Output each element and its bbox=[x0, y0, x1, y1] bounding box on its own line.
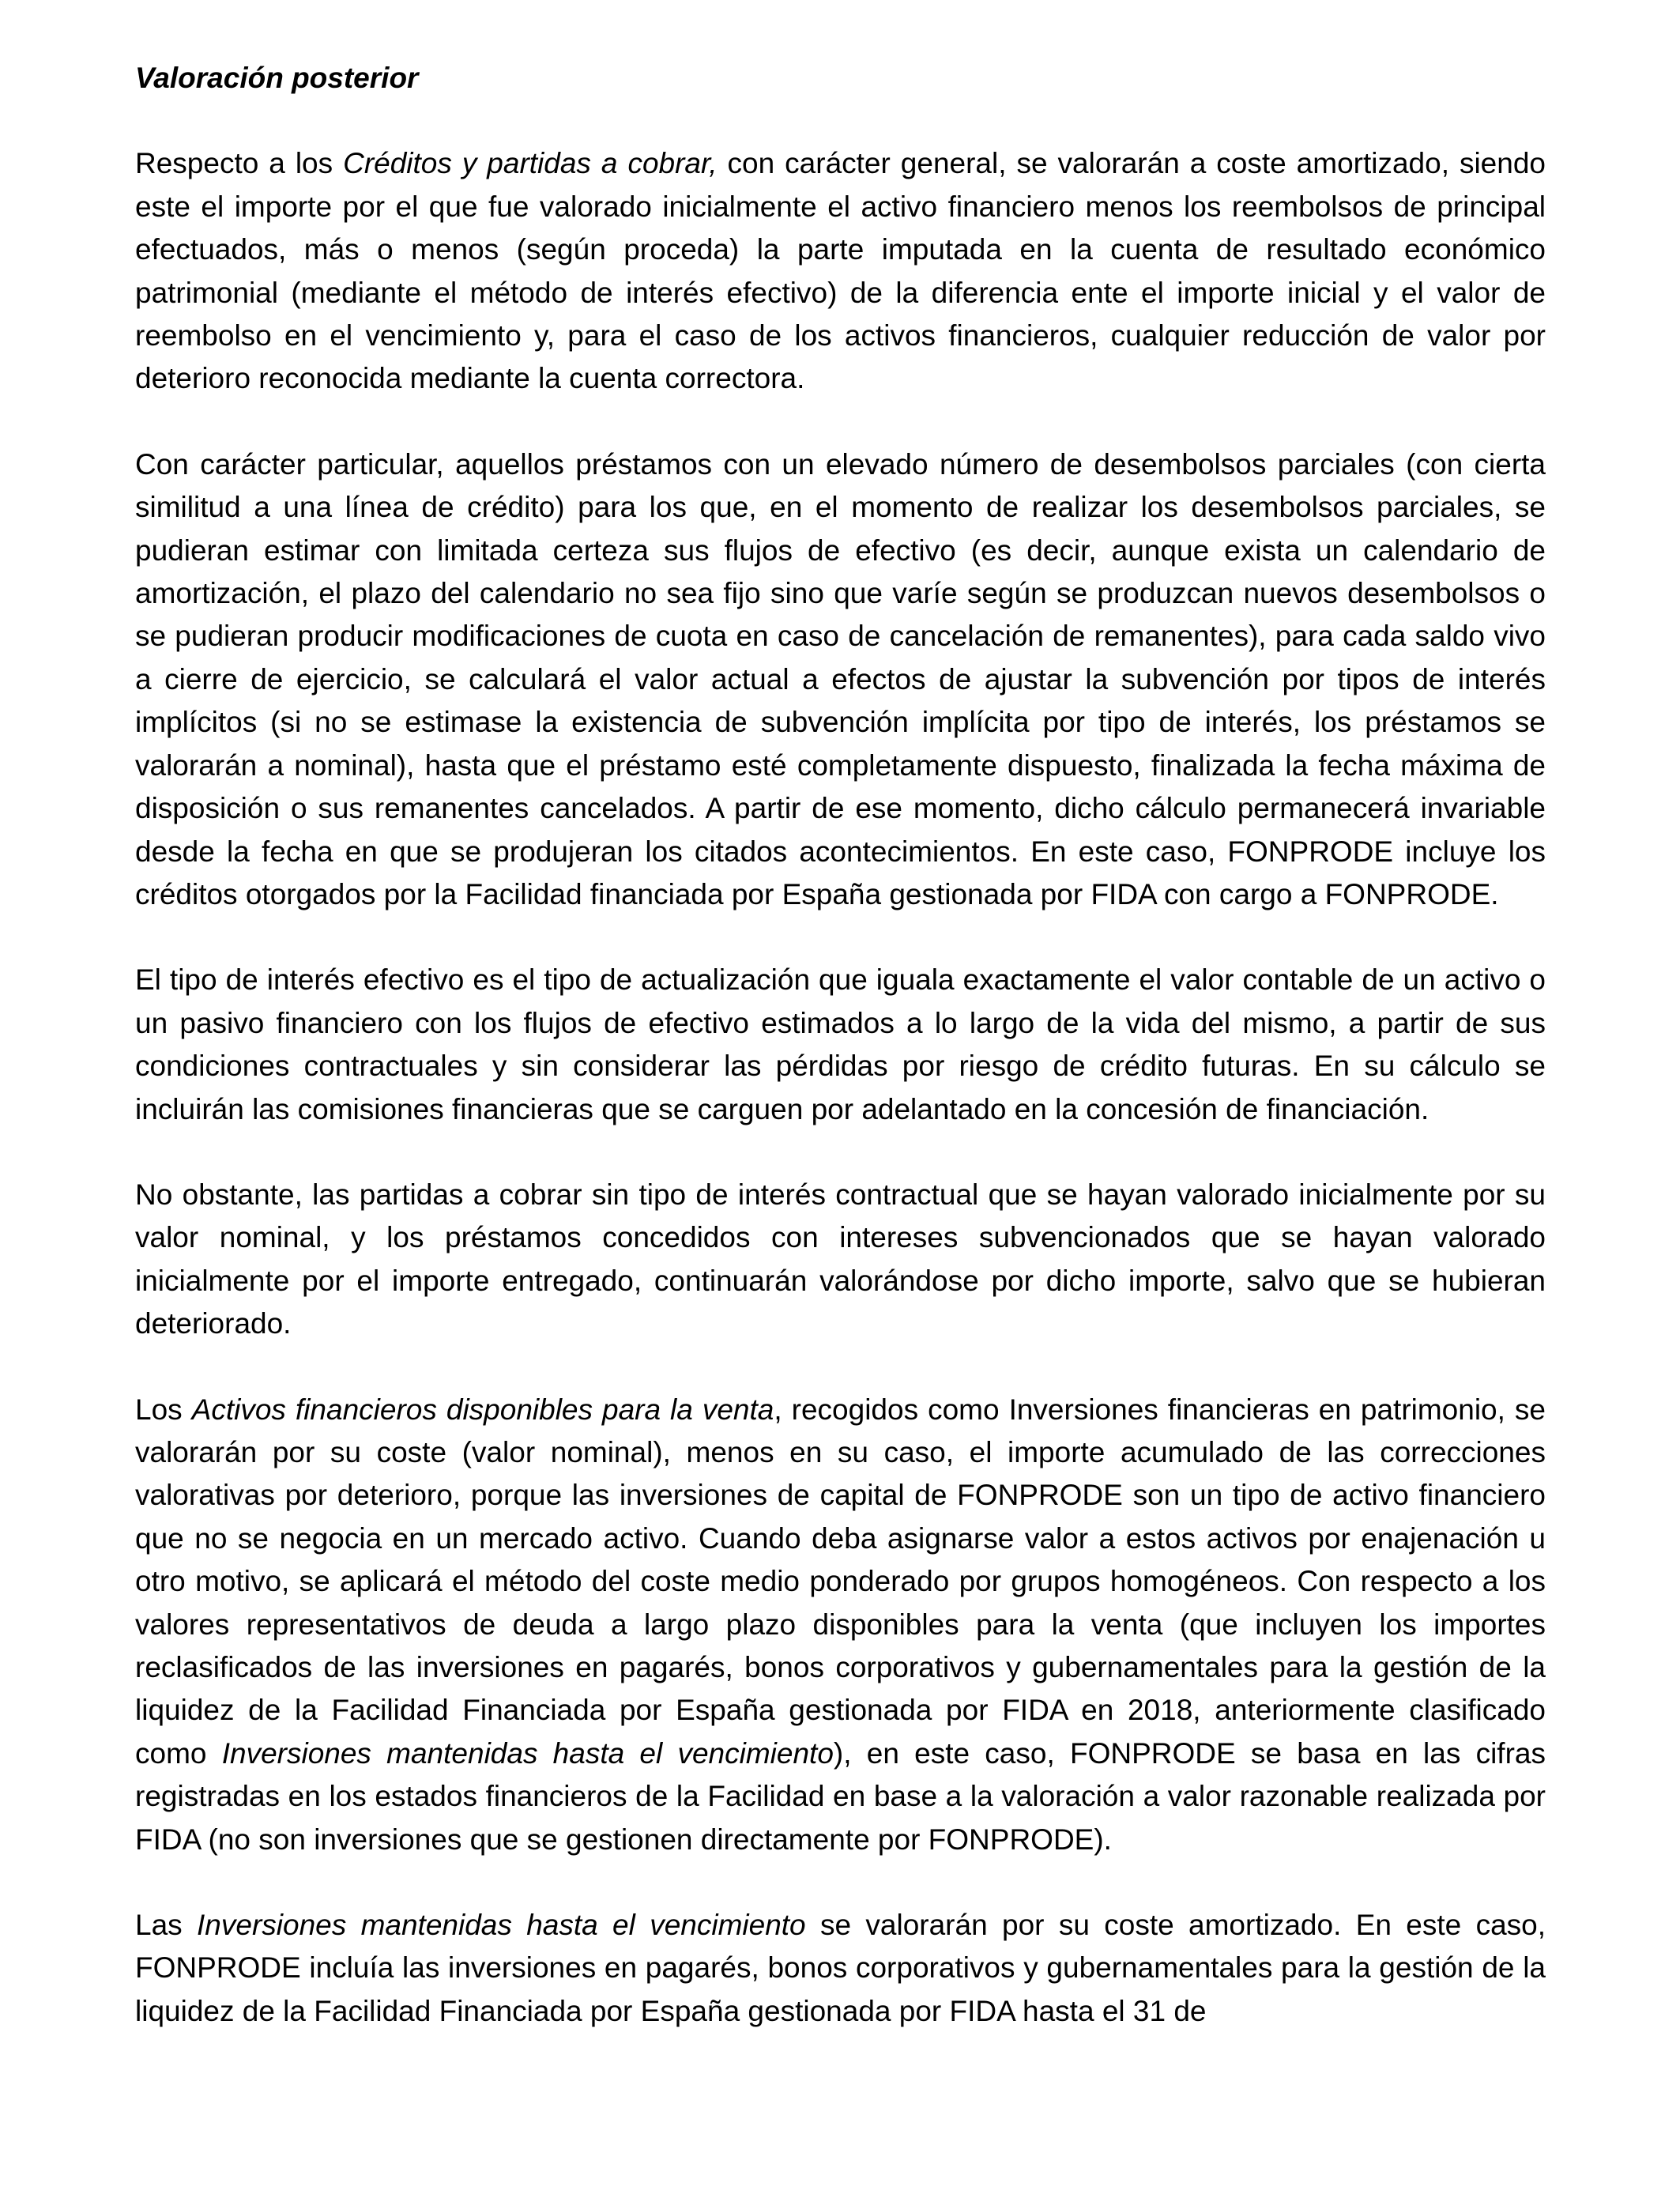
text-segment: con carácter general, se valorarán a coste amortizado, siendo este el importe por el que fue valorado inicialmente el activo financiero menos los reembolsos de principal efectuados, más o menos (según proceda) la parte imputada en la cuenta de resultado económico patrimonial (mediante el método de interés efectivo) de la diferencia ente el importe inicial y el valor de reembolso en el vencimiento y, para el caso de los activos financieros, cualquier reducción de valor por deterioro reconocida mediante la cuenta correctora. bbox=[135, 147, 1546, 395]
text-segment: Con carácter particular, aquellos préstamos con un elevado número de desembolsos parciales (con cierta similitud a una línea de crédito) para los que, en el momento de realizar los desembolsos parciales, se pudieran estimar con limitada certeza sus flujos de efectivo (es decir, aunque exista un calendario de amortización, el plazo del calendario no sea fijo sino que varíe según se produzcan nuevos desembolsos o se pudieran producir modificaciones de cuota en caso de cancelación de remanentes), para cada saldo vivo a cierre de ejercicio, se calculará el valor actual a efectos de ajustar la subvención por tipos de interés implícitos (si no se estimase la existencia de subvención implícita por tipo de interés, los préstamos se valorarán a nominal), hasta que el préstamo esté completamente dispuesto, finalizada la fecha máxima de disposición o sus remanentes cancelados. A partir de ese momento, dicho cálculo permanecerá invariable desde la fecha en que se produjeran los citados acontecimientos. En este caso, FONPRODE incluye los créditos otorgados por la Facilidad financiada por España gestionada por FIDA con cargo a FONPRODE. bbox=[135, 447, 1546, 910]
document-page bbox=[135, 57, 1546, 2033]
text-segment: ), en este caso, FONPRODE se basa en las cifras registradas en los estados financieros de la Facilidad en base a la valoración a valor razonable realizada por FIDA (no son inversiones que se gestionen directamente por FONPRODE). bbox=[135, 1736, 1546, 1856]
paragraph-caracter-particular bbox=[135, 443, 1546, 916]
paragraph-activos-disponibles bbox=[135, 1389, 1546, 1861]
text-segment: Los bbox=[135, 1393, 192, 1426]
italic-term: Activos financieros disponibles para la venta bbox=[191, 1393, 774, 1426]
paragraph-inversiones-mantenidas bbox=[135, 1904, 1546, 2033]
text-segment: Las bbox=[135, 1909, 198, 1942]
italic-term: Inversiones mantenidas hasta el vencimiento bbox=[221, 1736, 834, 1770]
text-segment: , recogidos como Inversiones financieras en patrimonio, se valorarán por su coste (valor nominal), menos en su caso, el importe acumulado de las correcciones valorativas por deterioro, porque las inversiones de capital de FONPRODE son un tipo de activo financiero que no se negocia en un mercado activo. Cuando deba asignarse valor a estos activos por enajenación u otro motivo, se aplicará el método del coste medio ponderado por grupos homogéneos. Con respecto a los valores representativos de deuda a largo plazo disponibles para la venta (que incluyen los importes reclasificados de las inversiones en pagarés, bonos corporativos y gubernamentales para la gestión de la liquidez de la Facilidad Financiada por España gestionada por FIDA en 2018, anteriormente clasificado como bbox=[135, 1393, 1546, 1770]
paragraph-no-obstante bbox=[135, 1174, 1546, 1346]
section-heading: Valoración posterior bbox=[135, 62, 419, 94]
text-segment: No obstante, las partidas a cobrar sin tipo de interés contractual que se hayan valorado inicialmente por su valor nominal, y los préstamos concedidos con intereses subvencionados que se hayan valorado inicialmente por el importe entregado, continuarán valorándose por dicho importe, salvo que se hubieran deteriorado. bbox=[135, 1178, 1546, 1340]
paragraph-creditos bbox=[135, 142, 1546, 400]
paragraph-tipo-interes bbox=[135, 959, 1546, 1131]
text-segment: El tipo de interés efectivo es el tipo de actualización que iguala exactamente el valor contable de un activo o un pasivo financiero con los flujos de efectivo estimados a lo largo de la vida del mismo, a partir de sus condiciones contractuales y sin considerar las pérdidas por riesgo de crédito futuras. En su cálculo se incluirán las comisiones financieras que se carguen por adelantado en la concesión de financiación. bbox=[135, 963, 1546, 1125]
italic-term: Inversiones mantenidas hasta el vencimiento bbox=[197, 1909, 806, 1942]
text-segment: Respecto a los bbox=[135, 147, 344, 180]
italic-term: Créditos y partidas a cobrar, bbox=[343, 147, 718, 180]
text-segment: se valorarán por su coste amortizado. En este caso, FONPRODE incluía las inversiones en pagarés, bonos corporativos y gubernamentales para la gestión de la liquidez de la Facilidad Financiada por España gestionada por FIDA hasta el 31 de bbox=[135, 1909, 1546, 2027]
